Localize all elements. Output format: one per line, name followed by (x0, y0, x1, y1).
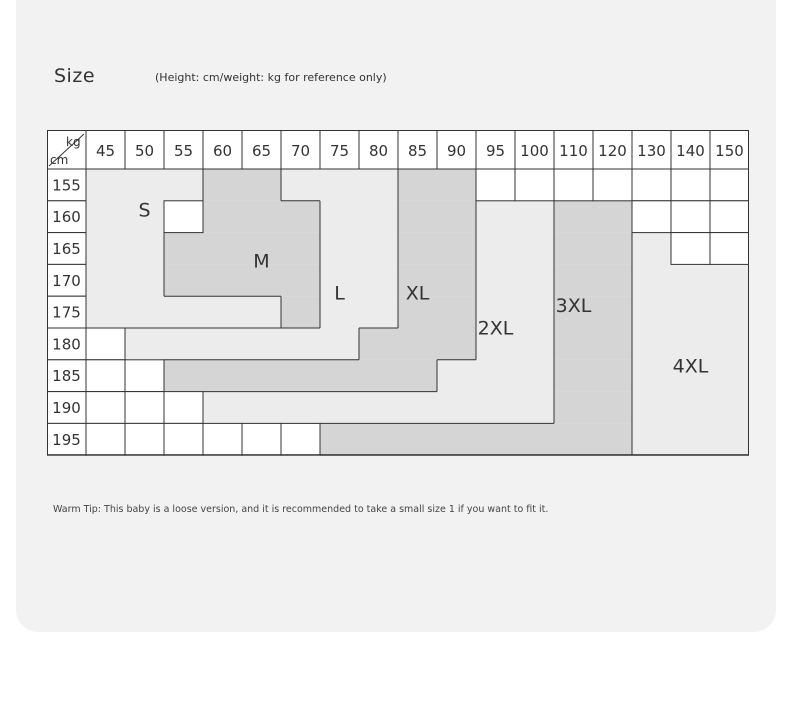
size-fill-xl (359, 328, 476, 360)
size-fill-xl (398, 169, 476, 201)
size-fill-s (86, 296, 281, 328)
corner-kg-label: kg (66, 135, 81, 149)
size-fill-3xl (554, 233, 632, 265)
empty-cell (710, 169, 749, 201)
size-fill-4xl (632, 264, 749, 296)
size-fill-l (320, 233, 398, 265)
empty-cell (281, 423, 320, 455)
size-label-xl: XL (405, 282, 430, 305)
empty-cell (125, 392, 164, 424)
height-label: 160 (52, 208, 81, 227)
size-fill-l (320, 201, 398, 233)
weight-label: 140 (676, 142, 705, 160)
empty-cell (593, 169, 632, 201)
size-fill-s (86, 169, 203, 201)
weight-label: 50 (134, 142, 155, 160)
empty-cell (671, 233, 710, 265)
size-fill-l (320, 296, 398, 328)
size-label-2xl: 2XL (477, 317, 514, 340)
size-label-4xl: 4XL (672, 355, 709, 378)
size-label-s: S (138, 199, 151, 222)
height-label: 165 (52, 240, 81, 258)
size-fill-3xl (554, 392, 632, 424)
size-fill-3xl (554, 328, 632, 360)
empty-cell (242, 423, 281, 455)
height-label: 180 (52, 335, 81, 354)
weight-label: 60 (212, 142, 233, 160)
empty-cell (632, 169, 671, 201)
empty-cell (710, 233, 749, 265)
weight-label: 100 (520, 142, 549, 160)
empty-cell (671, 201, 710, 233)
page-title: Size (54, 65, 96, 87)
size-fill-m (203, 169, 281, 201)
empty-cell (476, 169, 515, 201)
empty-cell (86, 360, 125, 392)
size-fill-4xl (632, 423, 749, 455)
empty-cell (203, 423, 242, 455)
size-fill-2xl (476, 264, 554, 296)
size-fill-2xl (437, 360, 554, 392)
height-label: 185 (52, 367, 81, 386)
weight-label: 45 (95, 142, 116, 160)
size-label-m: M (253, 250, 270, 273)
size-fill-m (203, 201, 320, 233)
page-subtitle: (Height: cm/weight: kg for reference only) (155, 71, 387, 84)
empty-cell (554, 169, 593, 201)
weight-label: 110 (559, 142, 588, 160)
size-fill-l (320, 264, 398, 296)
empty-cell (86, 328, 125, 360)
size-fill-m (164, 264, 320, 296)
height-label: 190 (52, 399, 81, 417)
size-fill-3xl (554, 201, 632, 233)
weight-label: 95 (485, 142, 506, 160)
weight-label: 80 (368, 142, 389, 160)
size-fill-m (164, 233, 320, 265)
size-label-l: L (334, 282, 345, 305)
empty-cell (632, 201, 671, 233)
height-label: 195 (52, 430, 81, 449)
weight-label: 90 (446, 142, 467, 160)
size-fill-2xl (476, 233, 554, 265)
size-fill-3xl (320, 423, 632, 455)
empty-cell (164, 392, 203, 424)
size-fill-xl (398, 201, 476, 233)
size-fill-s (86, 264, 164, 296)
size-fill-2xl (203, 392, 554, 424)
size-fill-2xl (476, 201, 554, 233)
size-fill-3xl (554, 264, 632, 296)
size-fill-4xl (632, 392, 749, 424)
empty-cell (671, 169, 710, 201)
height-label: 175 (52, 303, 81, 322)
empty-cell (164, 423, 203, 455)
corner-cm-label: cm (50, 153, 69, 167)
empty-cell (86, 423, 125, 455)
size-chart-table (47, 130, 749, 456)
weight-label: 120 (598, 142, 627, 160)
size-fill-3xl (554, 360, 632, 392)
size-fill-l (281, 169, 398, 201)
empty-cell (125, 423, 164, 455)
empty-cell (515, 169, 554, 201)
weight-label: 65 (251, 142, 272, 160)
size-fill-xl (398, 233, 476, 265)
weight-label: 70 (290, 142, 311, 160)
size-label-3xl: 3XL (555, 295, 592, 318)
empty-cell (86, 392, 125, 424)
size-fill-s (86, 233, 164, 265)
size-fill-m (281, 296, 320, 328)
weight-label: 85 (407, 142, 428, 160)
empty-cell (164, 201, 203, 233)
size-fill-4xl (632, 296, 749, 328)
warm-tip: Warm Tip: This baby is a loose version, and it is recommended to take a small size 1 if you want to fit it. (53, 504, 549, 515)
weight-label: 75 (329, 142, 350, 160)
empty-cell (710, 201, 749, 233)
weight-label: 55 (173, 142, 194, 160)
size-fill-s (86, 201, 164, 233)
height-label: 155 (52, 176, 81, 195)
size-fill-xl (164, 360, 437, 392)
weight-label: 130 (637, 142, 666, 160)
size-fill-4xl (632, 233, 671, 265)
weight-label: 150 (715, 142, 744, 160)
height-label: 170 (52, 271, 81, 290)
size-fill-l (125, 328, 359, 360)
empty-cell (125, 360, 164, 392)
